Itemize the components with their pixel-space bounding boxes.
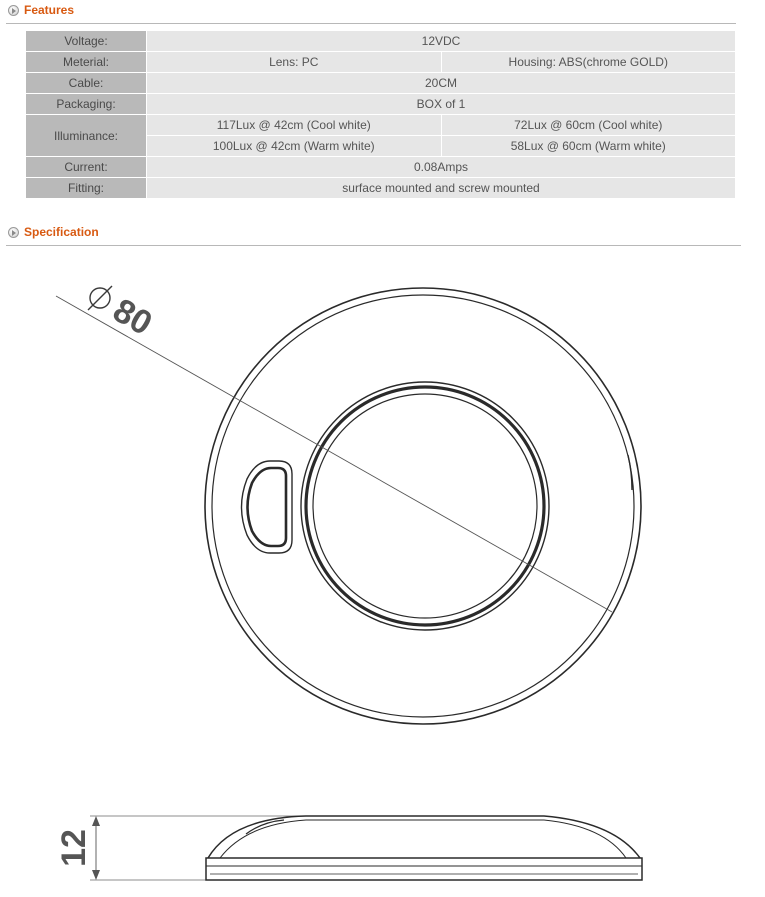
current-label: Current: [26,157,147,178]
edge-notch [628,455,632,490]
packaging-value: BOX of 1 [147,94,736,115]
packaging-label: Packaging: [26,94,147,115]
illuminance-warm-60: 58Lux @ 60cm (Warm white) [441,136,736,157]
illuminance-label: Illuminance: [26,115,147,157]
switch-inner-icon [248,468,287,546]
cable-label: Cable: [26,73,147,94]
illuminance-cool-60: 72Lux @ 60cm (Cool white) [441,115,736,136]
material-housing-value: Housing: ABS(chrome GOLD) [441,52,736,73]
outer-rim [205,288,641,724]
diameter-line [56,296,612,612]
switch-outline-icon [242,461,293,553]
top-view [56,288,641,724]
height-label: 12 [55,829,93,867]
specification-title: Specification [24,225,99,239]
side-view [90,816,642,880]
outer-rim-inner [212,295,634,717]
material-lens-value: Lens: PC [147,52,442,73]
illuminance-warm-42: 100Lux @ 42cm (Warm white) [147,136,442,157]
fitting-label: Fitting: [26,178,147,199]
height-arrow-bottom-icon [92,870,100,880]
illuminance-cool-42: 117Lux @ 42cm (Cool white) [147,115,442,136]
cable-value: 20CM [147,73,736,94]
side-body-dome-inner [220,820,626,858]
side-base [206,858,642,880]
material-label: Meterial: [26,52,147,73]
diameter-label: 80 [106,291,159,344]
voltage-value: 12VDC [147,31,736,52]
height-arrow-top-icon [92,816,100,826]
current-value: 0.08Amps [147,157,736,178]
features-title: Features [24,3,75,17]
fitting-value: surface mounted and screw mounted [147,178,736,199]
voltage-label: Voltage: [26,31,147,52]
